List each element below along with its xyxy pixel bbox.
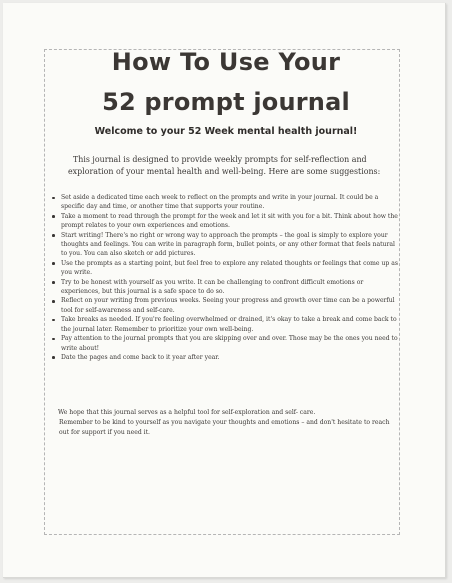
intro-paragraph: This journal is designed to provide weekly prompts for self-reflection and exploration of your mental health and well-being. Here are some suggestions:: [68, 155, 381, 176]
list-item: Pay attention to the journal prompts that you are skipping over and over. Those may be the ones you need to write about!: [61, 334, 401, 353]
closing-line-1: We hope that this journal serves as a helpful tool for self-exploration and self- care.: [58, 409, 316, 416]
list-item: Take a moment to read through the prompt for the week and let it sit with you for a bit. Think about how the prompt relates to your own experiences and emotions.: [61, 212, 401, 231]
list-item: Reflect on your writing from previous weeks. Seeing your progress and growth over time can be a powerful tool for self-awareness and self-care.: [61, 296, 401, 315]
list-item: Set aside a dedicated time each week to reflect on the prompts and write in your journal. It could be a specific day and time, or another time that supports your routine.: [61, 193, 401, 212]
welcome-heading: Welcome to your 52 Week mental health journal!: [94, 126, 358, 137]
list-item: Use the prompts as a starting point, but feel free to explore any related thoughts or feelings that come up as you write.: [61, 259, 401, 278]
list-item: Date the pages and come back to it year after year.: [61, 353, 401, 362]
closing-paragraph: [58, 408, 398, 438]
suggestions-list: [50, 193, 401, 362]
page-title-line-2: 52 prompt journal: [102, 88, 350, 116]
list-item: Try to be honest with yourself as you write. It can be challenging to confront difficult emotions or experiences, but this journal is a safe space to do so.: [61, 278, 401, 297]
list-item: Start writing! There's no right or wrong way to approach the prompts – the goal is simply to explore your thoughts and feelings. You can write in paragraph form, bullet points, or any other format that feels natural to you. You can also sketch or add pictures.: [61, 231, 401, 259]
page-title-line-1: How To Use Your: [111, 48, 341, 76]
closing-line-2: Remember to be kind to yourself as you navigate your thoughts and emotions – and don't hesitate to reach out for support if you need it.: [59, 419, 390, 436]
list-item: Take breaks as needed. If you're feeling overwhelmed or drained, it's okay to take a break and come back to the journal later. Remember to prioritize your own well-being.: [61, 315, 401, 334]
